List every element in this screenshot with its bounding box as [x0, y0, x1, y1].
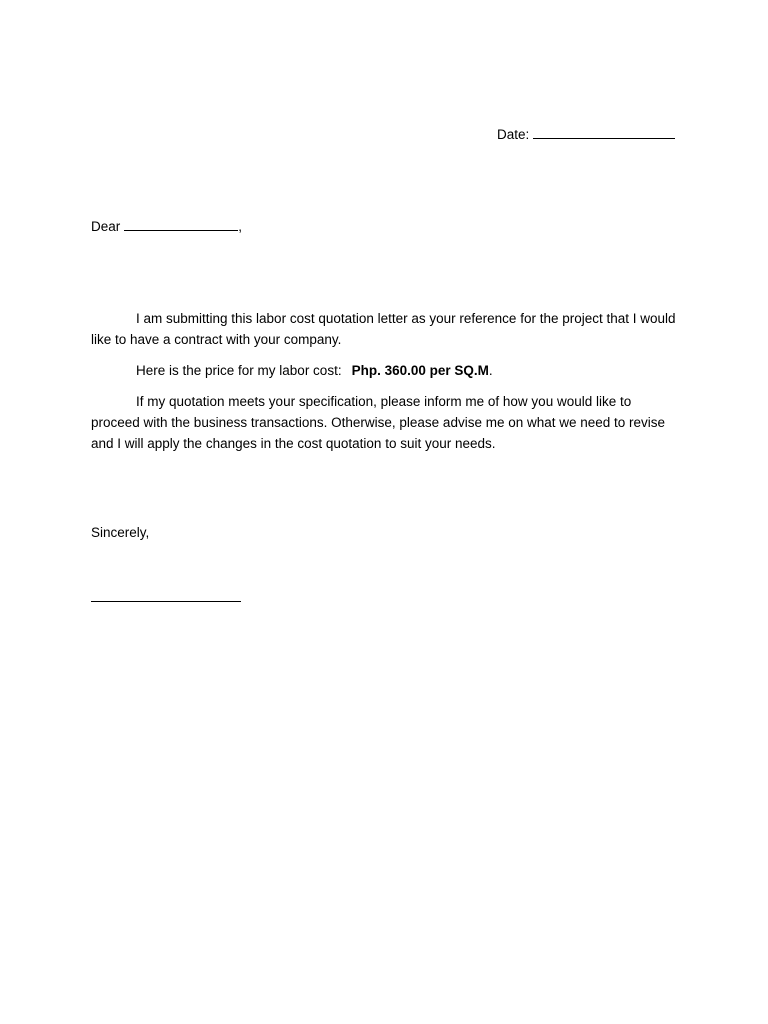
salutation — [91, 215, 242, 237]
paragraph-request: If my quotation meets your specification, please inform me of how you would like to proceed with the business transactions. Otherwise, please advise me on what we need to revise and I will apply the changes in the cost quotation to suit your needs. — [91, 394, 666, 451]
date-label: Date: — [497, 127, 530, 142]
recipient-blank-field[interactable] — [124, 215, 238, 231]
price-value: Php. 360.00 per SQ.M — [351, 363, 489, 378]
paragraph-intro: I am submitting this labor cost quotation letter as your reference for the project that I would like to have a contract with your company. — [91, 311, 676, 347]
date-line — [497, 123, 675, 145]
price-period: . — [488, 363, 493, 378]
price-intro: Here is the price for my labor cost: — [136, 363, 342, 378]
letter-body — [91, 308, 681, 464]
date-blank-field[interactable] — [533, 123, 675, 139]
signature-blank-field[interactable] — [91, 601, 241, 602]
salutation-label: Dear — [91, 219, 121, 234]
paragraph-price — [91, 360, 681, 381]
salutation-comma: , — [238, 219, 243, 234]
closing: Sincerely, — [91, 525, 150, 540]
